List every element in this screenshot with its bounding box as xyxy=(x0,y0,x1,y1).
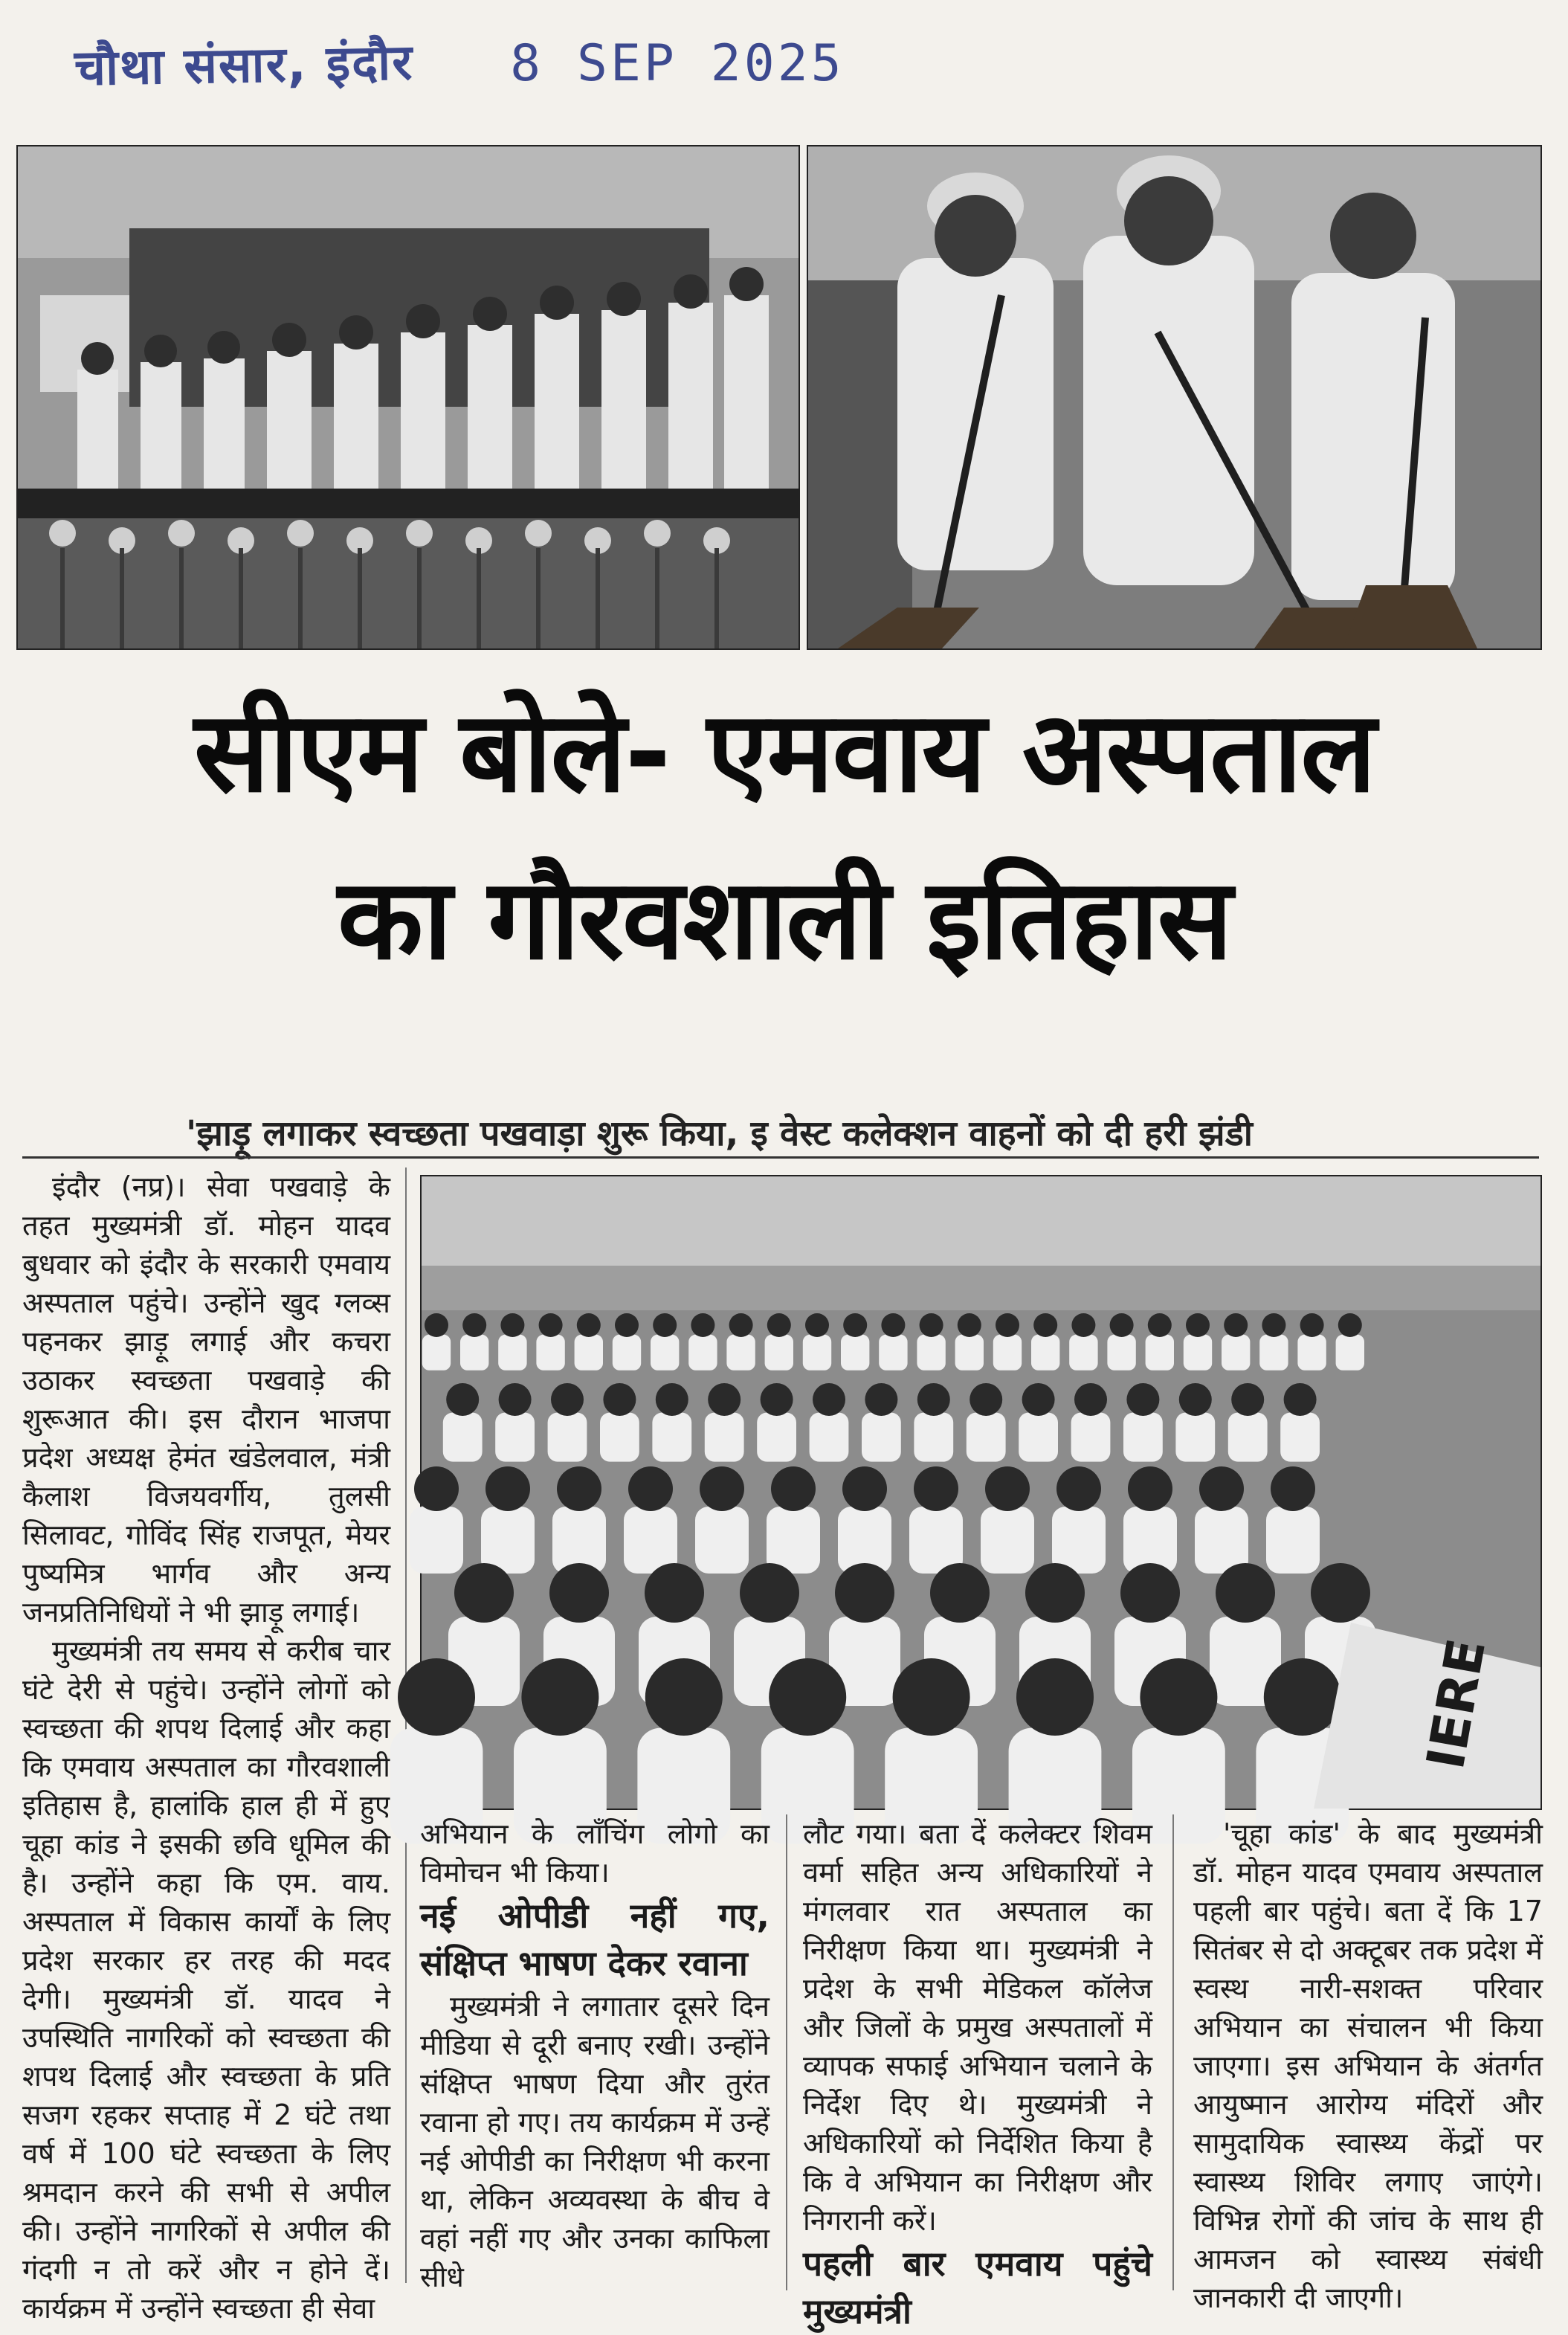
paragraph: अभियान के लॉंचिंग लोगो का विमोचन भी किया। xyxy=(420,1817,770,1889)
column-divider xyxy=(786,1814,787,2290)
paragraph: 'चूहा कांड' के बाद मुख्यमंत्री डॉ. मोहन यादव एमवाय अस्पताल पहली बार पहुंचे। बता दें कि 17 सितंबर से दो अक्टूबर तक प्रदेश में स्वस्थ नारी-सशक्त परिवार अभियान का संचालन भी किया जाएगा। इस अभियान के अंतर्गत आयुष्मान आरोग्य मंदिरों और सामुदायिक स्वास्थ्य केंद्रों पर स्वास्थ्य शिविर लगाए जाएंगे। विभिन्न रोगों की जांच के साथ ही आमजन को स्वास्थ्य संबंधी जानकारी दी जाएगी। xyxy=(1193,1817,1543,2314)
column-divider xyxy=(405,1168,407,2283)
publication-stamp xyxy=(74,22,929,104)
photo-officials-sweeping xyxy=(807,145,1542,650)
subheadline: 'झाड़ू लगाकर स्वच्छता पखवाड़ा शुरू किया, इ वेस्ट कलेक्शन वाहनों को दी हरी झंडी xyxy=(186,1113,1253,1154)
paragraph: इंदौर (नप्र)। सेवा पखवाड़े के तहत मुख्यमंत्री डॉ. मोहन यादव बुधवार को इंदौर के सरकारी एमवाय अस्पताल पहुंचे। उन्होंने खुद ग्लव्स पहनकर झाड़ू लगाई और कचरा उठाकर स्वच्छता पखवाड़े की शुरूआत की। इस दौरान भाजपा प्रदेश अध्यक्ष हेमंत खंडेलवाल, मंत्री कैलाश विजयवर्गीय, तुलसी सिलावट, गोविंद सिंह राजपूत, मेयर पुष्यमित्र भार्गव और अन्य जनप्रतिनिधियों ने भी झाड़ू लगाई। xyxy=(22,1170,390,1629)
section-heading: नई ओपीडी नहीं गए, संक्षिप्त भाषण देकर रवाना xyxy=(420,1896,770,1983)
headline-line-1: सीएम बोले- एमवाय अस्पताल xyxy=(193,688,1375,817)
article-column-2 xyxy=(420,1814,770,2293)
photo-officials-on-stage xyxy=(16,145,800,650)
divider-rule xyxy=(22,1156,1539,1159)
section-heading: पहली बार एमवाय पहुंचे मुख्यमंत्री xyxy=(803,2244,1152,2331)
headline xyxy=(30,669,1539,1004)
article-column-1 xyxy=(22,1168,390,2325)
paragraph: मुख्यमंत्री तय समय से करीब चार घंटे देरी से पहुंचे। उन्होंने लोगों को स्वच्छता की शपथ दिलाई और कहा कि एमवाय अस्पताल का गौरवशाली इतिहास है, हालांकि हाल ही में हुए चूहा कांड ने इसकी छवि धूमिल की है। उन्होंने कहा कि एम. वाय. अस्पताल में विकास कार्यों के लिए प्रदेश सरकार हर तरह की मदद देगी। मुख्यमंत्री डॉ. यादव ने उपस्थिति नागरिकों को स्वच्छता की शपथ दिलाई और स्वच्छता के प्रति सजग रहकर सप्ताह में 2 घंटे तथा वर्ष में 100 घंटे स्वच्छता के लिए श्रमदान करने की सभी से अपील की। उन्होंने नागरिकों से अपील की गंदगी न तो करें और न होने दें। कार्यक्रम में उन्होंने स्वच्छता ही सेवा xyxy=(22,1634,390,2325)
column-divider xyxy=(1172,1814,1174,2290)
paragraph: मुख्यमंत्री ने लगातार दूसरे दिन मीडिया से दूरी बनाए रखी। उन्होंने संक्षिप्त भाषण दिया और तुरंत रवाना हो गए। तय कार्यक्रम में उन्हें नई ओपीडी का निरीक्षण भी करना था, लेकिन अव्यवस्था के बीच वे वहां नहीं गए और उनका काफिला सीधे xyxy=(420,1990,770,2293)
photo-crowd-of-staff xyxy=(420,1175,1542,1810)
publication-name: चौथा संसार, इंदौर xyxy=(74,33,414,97)
paragraph: लौट गया। बता दें कलेक्टर शिवम वर्मा सहित अन्य अधिकारियों ने मंगलवार रात अस्पताल का निरीक्षण किया था। मुख्यमंत्री ने प्रदेश के सभी मेडिकल कॉलेज और जिलों के प्रमुख अस्पतालों में व्यापक सफाई अभियान चलाने के निर्देश दिए थे। मुख्यमंत्री ने अधिकारियों को निर्देशित किया है कि वे अभियान का निरीक्षण और निगरानी करें। xyxy=(803,1817,1152,2237)
publication-date: 8 SEP 2025 xyxy=(510,33,845,93)
article-column-4 xyxy=(1193,1814,1543,2314)
headline-line-2: का गौरवशाली इतिहास xyxy=(338,855,1231,985)
article-column-3 xyxy=(803,1814,1152,2331)
banner-text: IERE xyxy=(1414,1634,1498,1774)
